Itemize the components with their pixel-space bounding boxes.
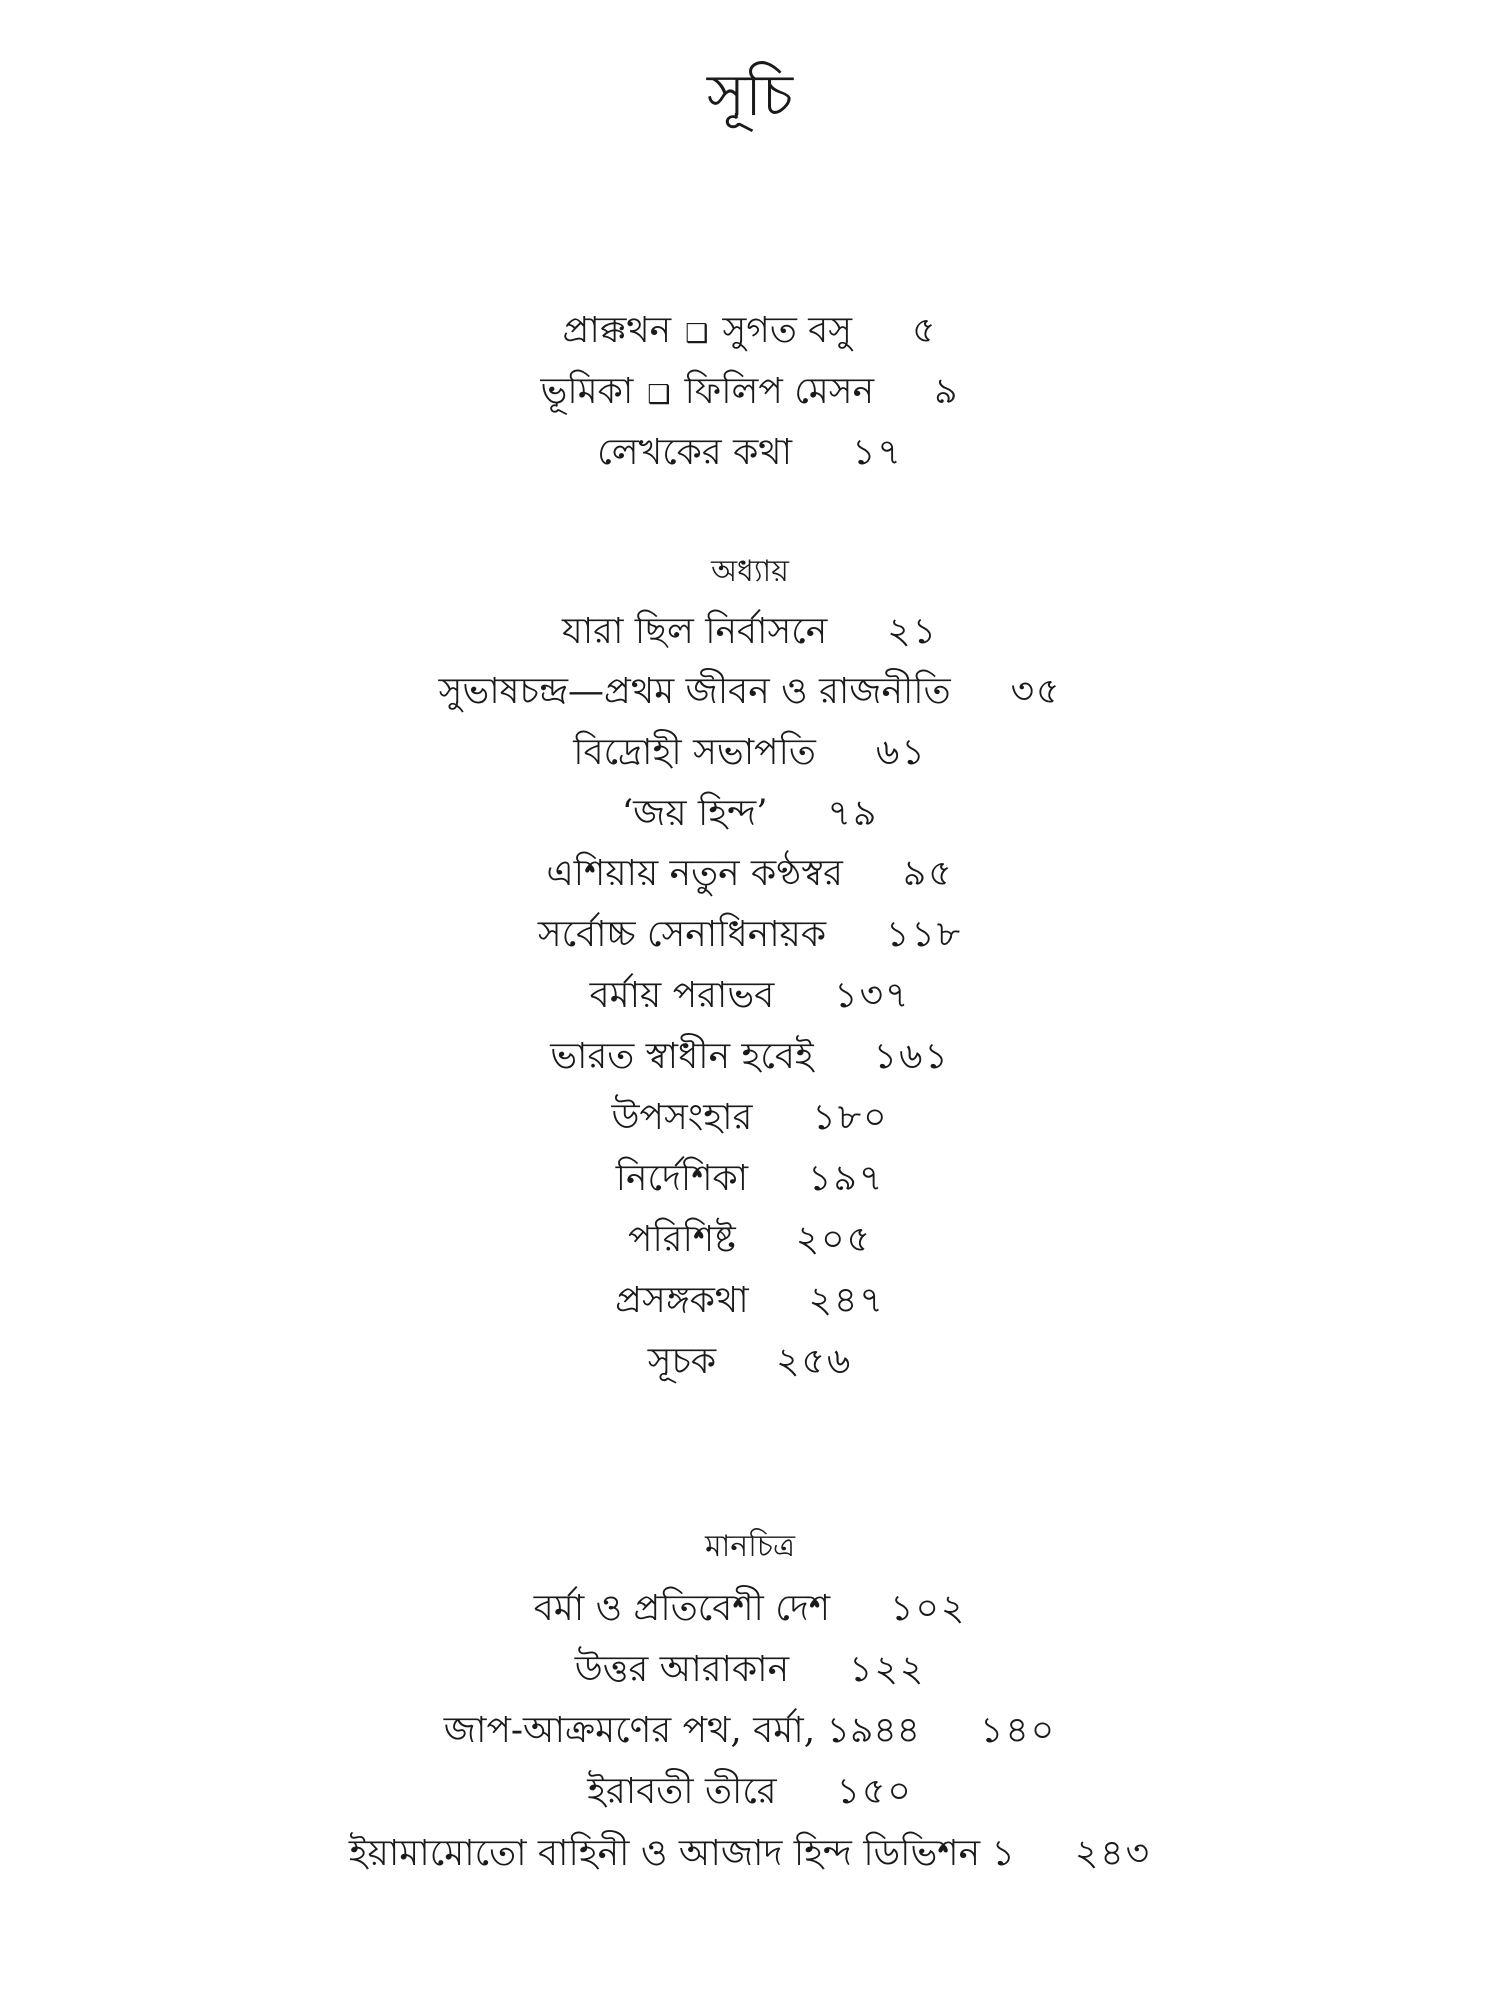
box-bullet-icon: ❑ xyxy=(685,319,709,349)
toc-entry-chapter xyxy=(0,970,1500,1022)
toc-entry-chapter xyxy=(0,1275,1500,1327)
toc-entry-label: প্রসঙ্গকথা xyxy=(615,1280,749,1321)
toc-entry-label: বর্মা ও প্রতিবেশী দেশ xyxy=(533,1588,831,1629)
toc-entry-chapter xyxy=(0,1336,1500,1388)
toc-entry-map xyxy=(0,1583,1500,1635)
toc-entry-chapter xyxy=(0,1092,1500,1144)
toc-entry-map xyxy=(0,1705,1500,1757)
toc-entry-label: এশিয়ায় নতুন কণ্ঠস্বর xyxy=(546,853,843,894)
toc-entry-page: ১৮০ xyxy=(812,1097,889,1138)
toc-entry-page: ২১ xyxy=(887,611,939,652)
chapters-heading: অধ্যায় xyxy=(711,554,789,589)
toc-entry-page: ২৪৭ xyxy=(808,1280,885,1321)
toc-entry-label: পরিশিষ্ট xyxy=(628,1219,736,1260)
toc-entry-page: ৯ xyxy=(934,371,960,412)
toc-entry-page: ১৪০ xyxy=(980,1710,1057,1751)
toc-entry-page: ১১৮ xyxy=(886,914,963,955)
toc-entry-page: ৫ xyxy=(912,310,938,351)
toc-entry-author: ফিলিপ মেসন xyxy=(684,371,875,412)
toc-entry-chapter xyxy=(0,666,1500,718)
toc-entry-page: ১৫০ xyxy=(836,1771,913,1812)
toc-entry-label: ভূমিকা xyxy=(540,371,634,412)
toc-entry-label: ভারত স্বাধীন হবেই xyxy=(550,1036,814,1077)
toc-entry-map xyxy=(0,1644,1500,1696)
toc-entry-page: ১২২ xyxy=(849,1649,926,1690)
toc-entry-label: সুভাষচন্দ্র—প্রথম জীবন ও রাজনীতি xyxy=(438,671,951,712)
toc-entry-label: যারা ছিল নির্বাসনে xyxy=(561,611,828,652)
toc-entry-label: ইয়ামামোতো বাহিনী ও আজাদ হিন্দ ডিভিশন ১ xyxy=(348,1833,1015,1874)
page-title: সূচি xyxy=(706,61,794,129)
toc-entry-author: সুগত বসু xyxy=(722,310,853,351)
toc-entry-page: ৭৯ xyxy=(827,793,879,834)
toc-entry-label: ইরাবতী তীরে xyxy=(587,1771,777,1812)
toc-entry-foreword xyxy=(0,305,1500,360)
toc-entry-page: ১৬১ xyxy=(873,1036,950,1077)
toc-entry-page: ১০২ xyxy=(890,1588,967,1629)
toc-entry-label: উত্তর আরাকান xyxy=(574,1649,790,1690)
toc-entry-page: ৬১ xyxy=(875,732,927,773)
toc-entry-chapter xyxy=(0,606,1500,658)
toc-entry-label: প্রাক্কথন xyxy=(562,310,672,351)
maps-heading: মানচিত্র xyxy=(704,1529,796,1564)
toc-entry-label: বিদ্রোহী সভাপতি xyxy=(573,732,816,773)
toc-entry-page: ১৭ xyxy=(852,432,903,473)
toc-entry-page: ৯৫ xyxy=(902,853,954,894)
toc-entry-chapter xyxy=(0,848,1500,900)
toc-entry-map xyxy=(0,1766,1500,1818)
toc-entry-map xyxy=(0,1828,1500,1880)
toc-entry-chapter xyxy=(0,909,1500,961)
toc-entry-label: উপসংহার xyxy=(611,1097,753,1138)
toc-entry-page: ২৪৩ xyxy=(1074,1833,1152,1874)
toc-entry-chapter xyxy=(0,1031,1500,1083)
toc-entry-label: সর্বোচ্চ সেনাধিনায়ক xyxy=(537,914,827,955)
toc-entry-page: ১৩৭ xyxy=(834,975,911,1016)
toc-entry-label: বর্মায় পরাভব xyxy=(589,975,775,1016)
toc-entry-page: ২৫৬ xyxy=(776,1341,853,1382)
box-bullet-icon: ❑ xyxy=(647,380,671,410)
toc-entry-label: সূচক xyxy=(647,1341,717,1382)
toc-entry-label: লেখকের কথা xyxy=(597,432,793,473)
toc-entry-chapter xyxy=(0,1153,1500,1205)
toc-entry-page: ২০৫ xyxy=(795,1219,872,1260)
toc-entry-label: ‘জয় হিন্দ’ xyxy=(621,793,768,834)
toc-entry-page: ৩৫ xyxy=(1010,671,1062,712)
toc-entry-introduction xyxy=(0,366,1500,421)
toc-entry-chapter xyxy=(0,788,1500,840)
toc-entry-chapter xyxy=(0,727,1500,779)
toc-entry-label: নির্দেশিকা xyxy=(615,1158,749,1199)
toc-entry-chapter xyxy=(0,1214,1500,1266)
toc-entry-author-note xyxy=(0,427,1500,479)
toc-entry-page: ১৯৭ xyxy=(808,1158,885,1199)
toc-entry-label: জাপ-আক্রমণের পথ, বর্মা, ১৯৪৪ xyxy=(443,1710,921,1751)
